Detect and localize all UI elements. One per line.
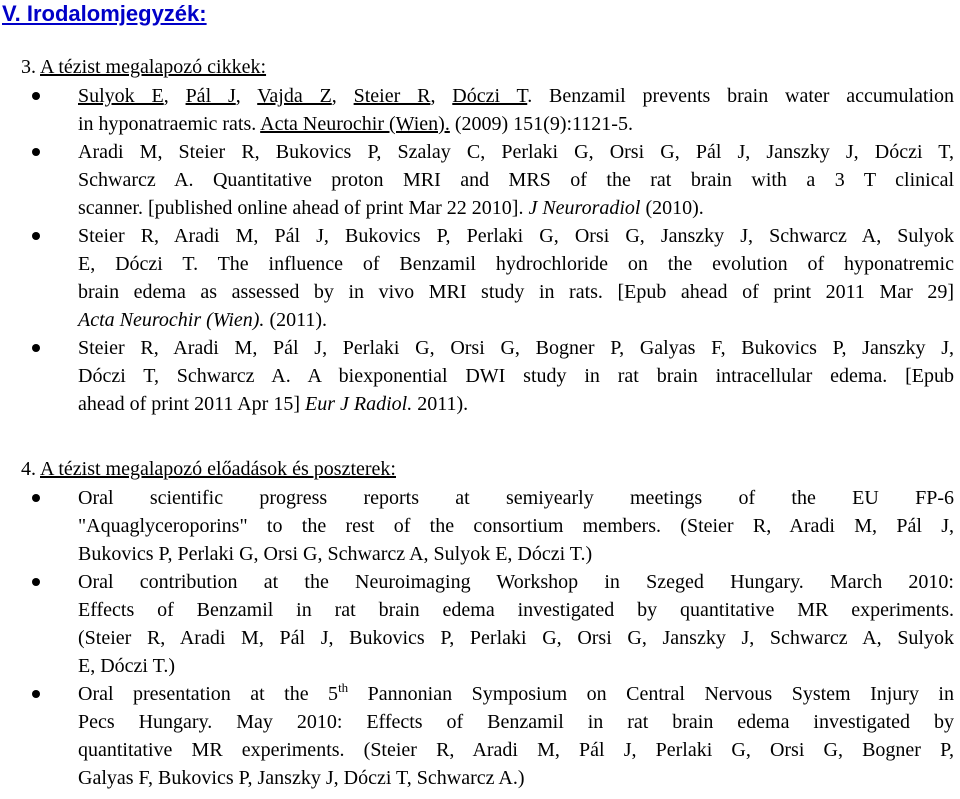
reference-line [78,110,954,138]
reference-line [78,166,954,194]
reference-line [78,568,954,596]
reference-line [78,306,954,334]
reference-line [78,596,954,624]
reference-line [78,250,954,278]
text-run: Pecs Hungary. May 2010: Effects of Benzamil in rat brain edema investigated by [78,711,954,733]
reference-line [78,764,954,792]
text-run: Oral contribution at the Neuroimaging Workshop in Szeged Hungary. March 2010: [78,571,954,593]
reference-line [78,736,954,764]
bullet-icon [32,494,40,502]
text-run: quantitative MR experiments. (Steier R, Aradi M, Pál J, Perlaki G, Orsi G, Bogner P, [78,739,954,761]
reference-line [78,138,954,166]
text-run: (2011). [264,309,328,331]
text-run: in hyponatraemic rats. [78,113,261,135]
text-run: Bukovics P, Perlaki G, Orsi G, Schwarcz A, Sulyok E, Dóczi T.) [78,543,593,565]
text-run: E, Dóczi T.) [78,655,176,677]
text-run: Steier R, Aradi M, Pál J, Bukovics P, Perlaki G, Orsi G, Janszky J, Schwarcz A, Sulyok [78,225,954,247]
text-run: Dóczi T, Schwarcz A. A biexponential DWI study in rat brain intracellular edema. [Epub [78,365,954,387]
text-run: (2009) 151(9):1121-5. [449,113,633,135]
reference-line [78,362,954,390]
text-run: , [235,85,258,107]
bullet-icon [32,92,40,100]
section-number: 4. [21,458,36,480]
text-run: Acta Neurochir (Wien). [78,309,265,331]
reference-line [78,334,954,362]
reference-line [78,278,954,306]
reference-line [78,82,954,110]
section-title: A tézist megalapozó cikkek: [40,56,267,78]
text-run: Dóczi T [452,85,528,107]
bullet-icon [32,690,40,698]
section-title: A tézist megalapozó előadások és poszterek: [40,458,396,480]
text-run: Pál J [185,85,236,107]
reference-line [78,652,954,680]
page-heading: V. Irodalomjegyzék: [2,1,207,26]
text-run: Schwarcz A. Quantitative proton MRI and MRS of the rat brain with a 3 T clinical [78,169,954,191]
bullet-icon [32,578,40,586]
section-number: 3. [21,56,36,78]
text-run: , [331,85,354,107]
text-run: Acta Neurochir (Wien). [260,113,450,135]
reference-line [78,222,954,250]
bullet-icon [32,148,40,156]
reference-line [78,512,954,540]
text-run: (Steier R, Aradi M, Pál J, Bukovics P, Perlaki G, Orsi G, Janszky J, Schwarcz A, Sulyok [78,627,954,649]
text-run: (2010). [640,197,704,219]
reference-line [78,484,954,512]
text-run: Pannonian Symposium on Central Nervous System Injury in [348,683,954,705]
text-run: Galyas F, Bukovics P, Janszky J, Dóczi T, Schwarcz A.) [78,767,525,789]
text-run: E, Dóczi T. The influence of Benzamil hydrochloride on the evolution of hyponatremic [78,253,954,275]
text-run: Vajda Z [257,85,332,107]
bullet-icon [32,232,40,240]
text-run: Sulyok E [78,85,164,107]
text-run: Effects of Benzamil in rat brain edema investigated by quantitative MR experiments. [78,599,954,621]
text-run: brain edema as assessed by in vivo MRI study in rats. [Epub ahead of print 2011 Mar 29] [78,281,954,303]
reference-line [78,680,954,708]
text-run: scanner. [published online ahead of print Mar 22 2010]. [78,197,529,219]
text-run: ahead of print 2011 Apr 15] [78,393,305,415]
text-run: Steier R, Aradi M, Pál J, Perlaki G, Orsi G, Bogner P, Galyas F, Bukovics P, Janszky J, [78,337,954,359]
text-run: . Benzamil prevents brain water accumulation [527,85,955,107]
text-run: J Neuroradiol [528,197,641,219]
text-run: , [163,85,186,107]
reference-line [78,390,954,418]
reference-line [78,540,954,568]
reference-line [78,194,954,222]
text-run: Eur J Radiol. [304,393,413,415]
text-run: Oral presentation at the 5 [78,683,339,705]
reference-line [78,624,954,652]
text-run: th [338,680,349,695]
text-run: Oral scientific progress reports at semiyearly meetings of the EU FP-6 [78,487,954,509]
reference-line [78,708,954,736]
text-run: , [430,85,453,107]
bullet-icon [32,344,40,352]
text-run: Steier R [353,85,431,107]
text-run: Aradi M, Steier R, Bukovics P, Szalay C, Perlaki G, Orsi G, Pál J, Janszky J, Dóczi T, [78,141,954,163]
text-run: 2011). [412,393,469,415]
text-run: "Aquaglyceroporins" to the rest of the consortium members. (Steier R, Aradi M, Pál J, [78,515,954,537]
